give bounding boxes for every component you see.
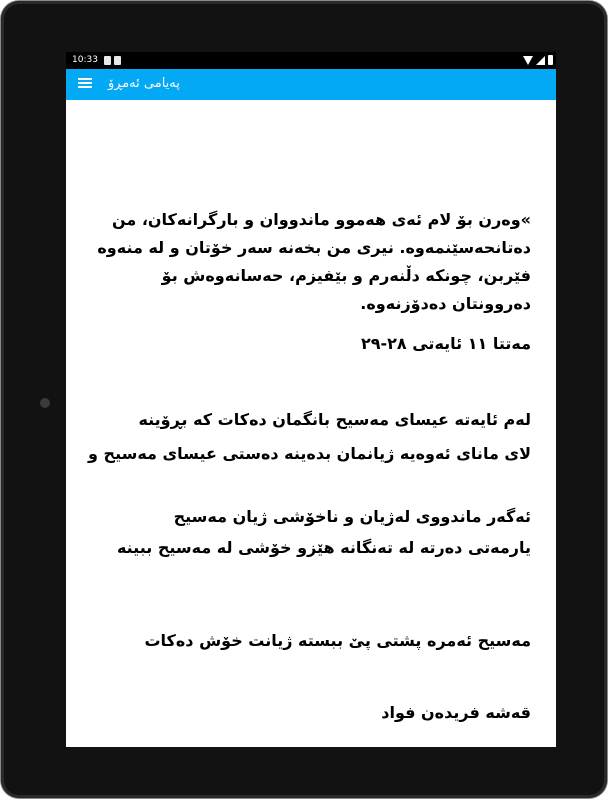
message-line-4: یارمەتی دەرتە لە تەنگانە هێزو خۆشی لە مەسیح ببینە [116, 538, 531, 557]
app-bar [66, 69, 556, 100]
home-circle-icon[interactable] [130, 726, 140, 736]
verse-reference: مەتتا ١١ ئایەتی ٢٨-٢٩ [360, 334, 531, 353]
message-line-3: ئەگەر ماندووی لەژیان و ناخۆشی ژیان مەسیح [173, 507, 531, 526]
battery-icon [548, 55, 553, 65]
message-line-1: لەم ئایەتە عیسای مەسیح بانگمان دەکات کە بڕۆینە [138, 410, 531, 429]
back-triangle-icon[interactable] [88, 726, 96, 736]
verse-text: »وەرن بۆ لام ئەی هەموو ماندووان و بارگرانەکان، من دەتانحەسێنمەوە. نیری من بخەنە سەر خۆتان و لە منەوە فێربن، چونکە دڵنەرم و بێفیزم، حەسانەوەش بۆ دەروونتان دەدۆزنەوە. [97, 210, 531, 313]
front-camera [40, 398, 50, 408]
signal-icon [536, 56, 545, 65]
message-content [66, 100, 556, 747]
notification-icon [104, 56, 111, 65]
wifi-icon [523, 56, 533, 65]
author-name: قەشە فریدەن فواد [381, 703, 531, 722]
status-time: 10:33 [72, 55, 98, 65]
hamburger-menu-icon[interactable] [78, 77, 92, 91]
status-bar [66, 52, 556, 69]
closing-line: مەسیح ئەمرە پشتی پێ ببستە ژیانت خۆش دەکات [144, 631, 531, 650]
app-screen [66, 52, 556, 747]
notification-icon [114, 56, 121, 65]
navigation-bar [66, 720, 556, 744]
message-line-2: لای مانای ئەوەیە ژیانمان بدەینە دەستی عیسای مەسیح و [88, 444, 531, 463]
recents-square-icon[interactable] [523, 726, 532, 735]
app-title: پەیامی ئەمڕۆ [108, 76, 180, 91]
